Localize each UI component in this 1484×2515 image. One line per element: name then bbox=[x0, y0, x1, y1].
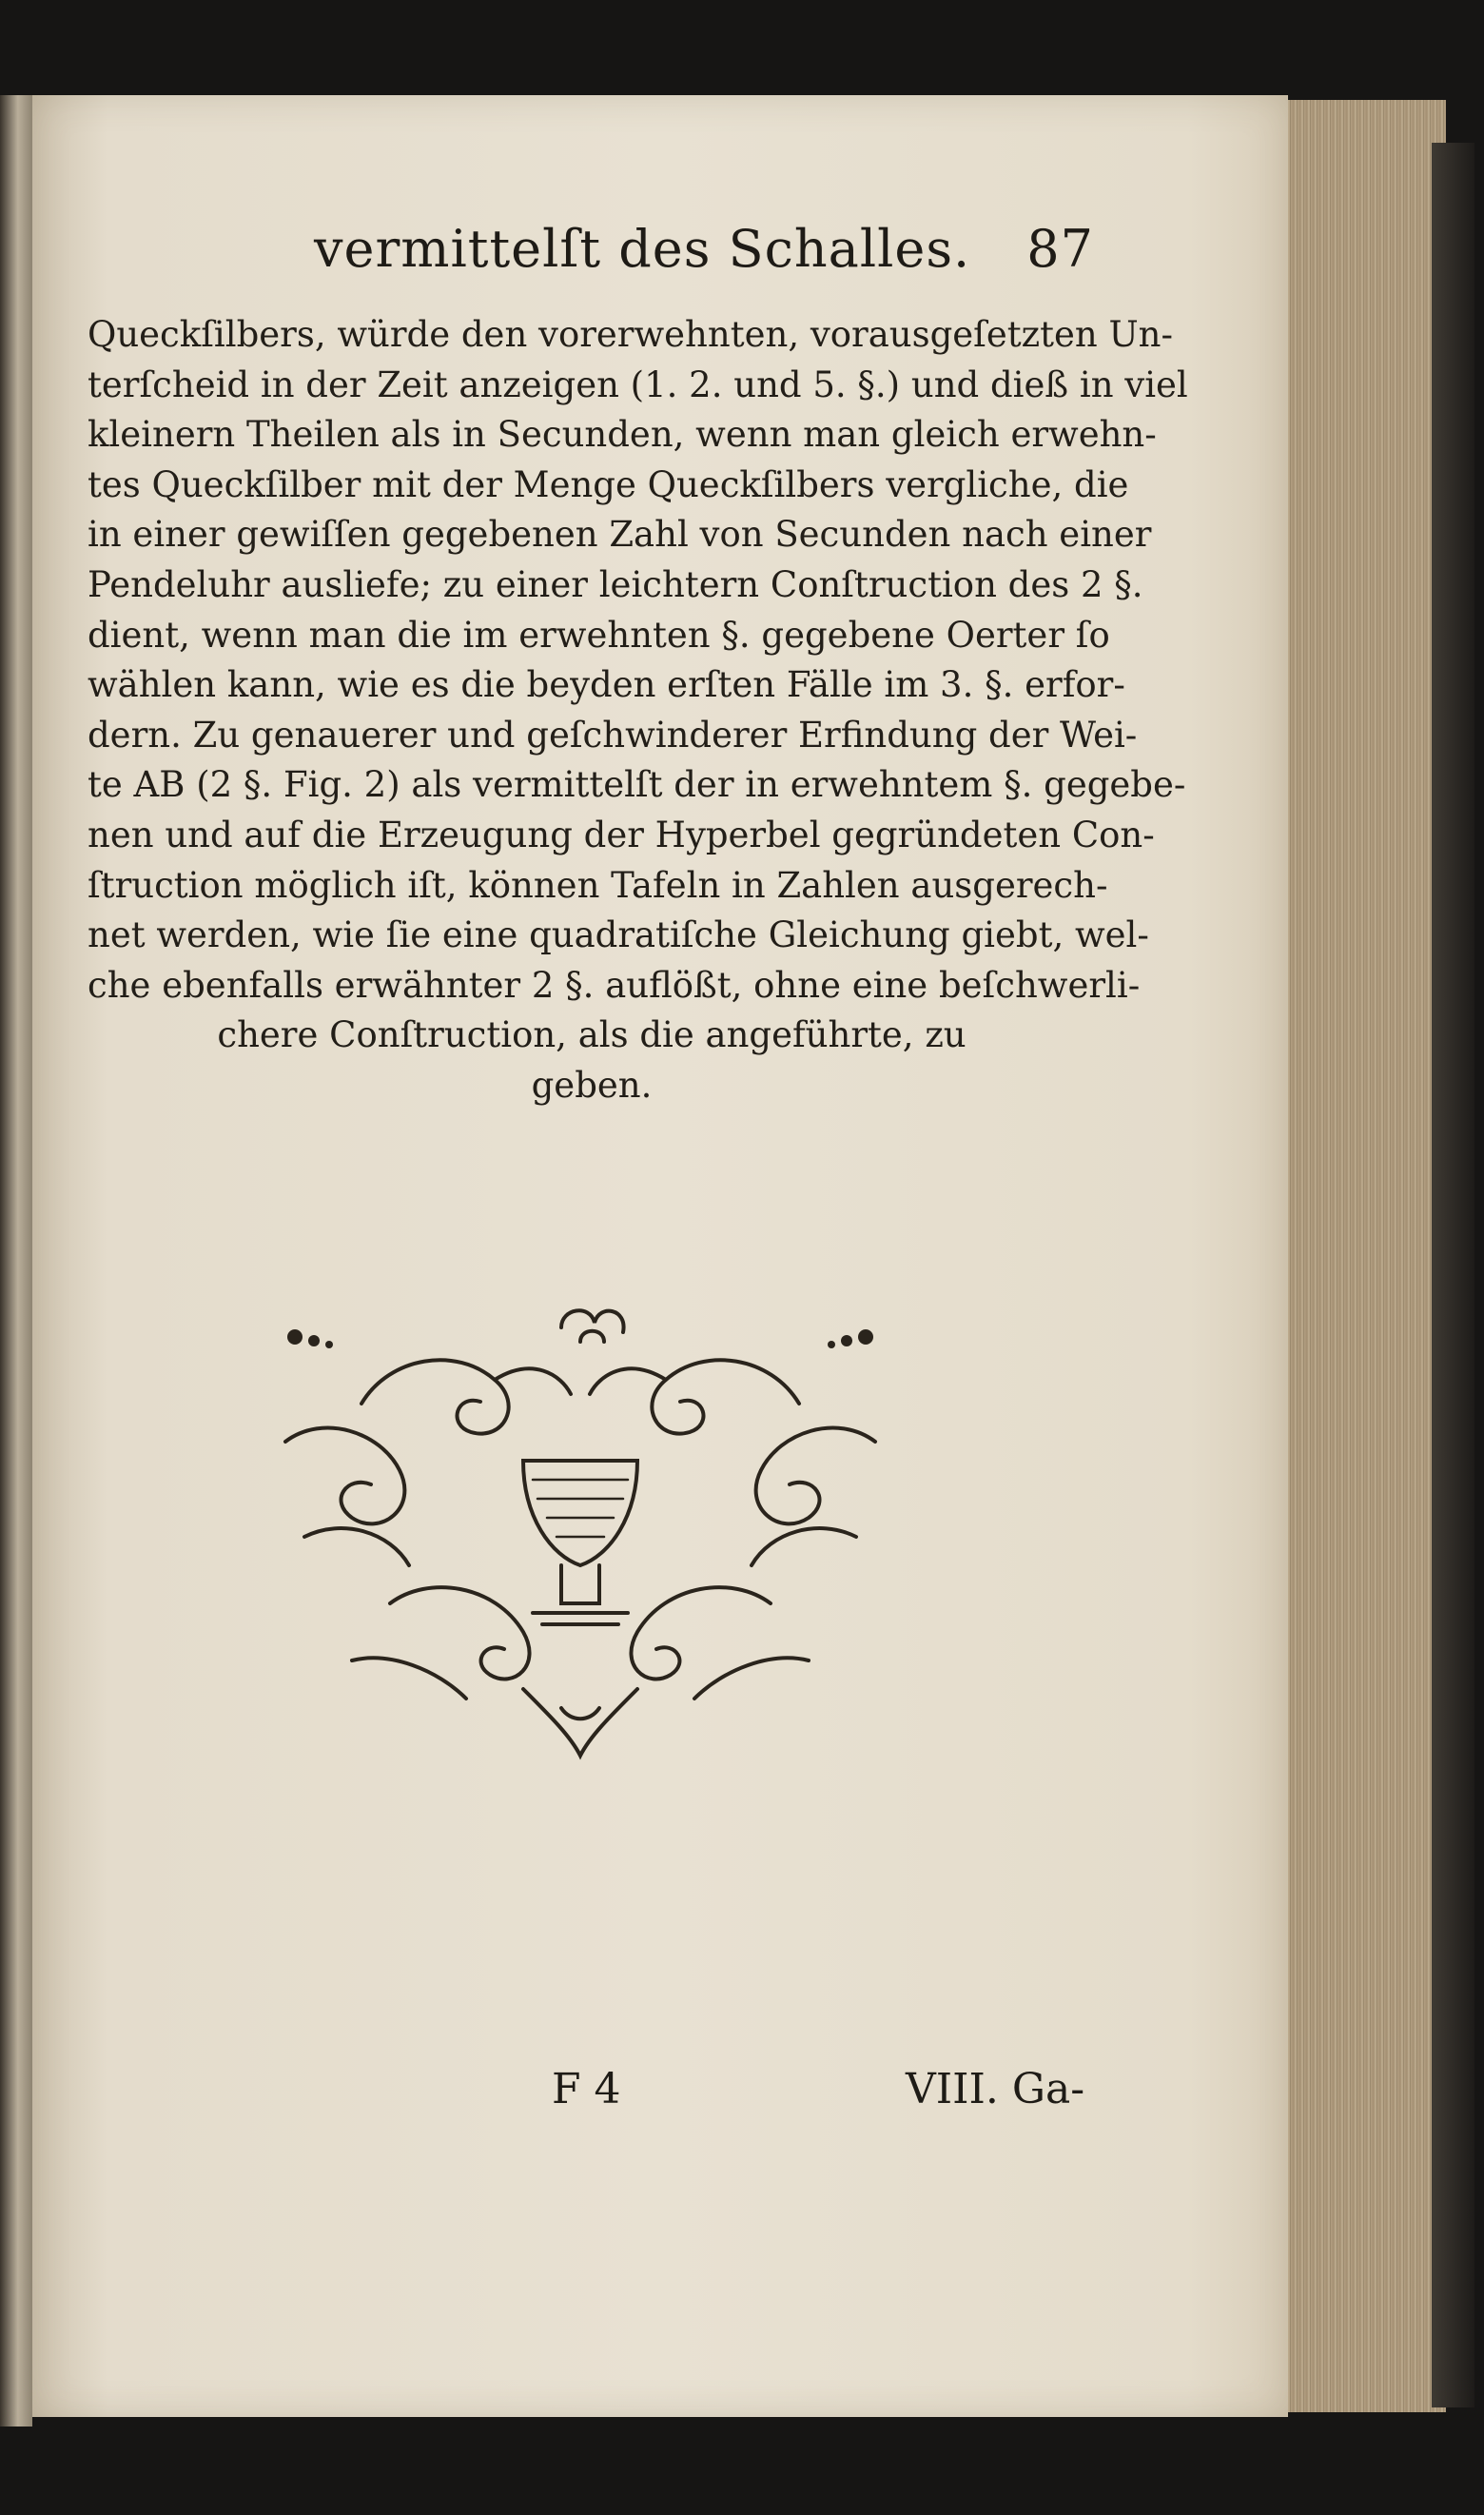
book-cover-edge bbox=[1432, 143, 1474, 2407]
text-line: Queckſilbers, würde den vorerwehnten, vorausgeſetzten Un- bbox=[88, 314, 1173, 355]
text-line: che ebenfalls erwähnter 2 §. auflößt, ohne eine beſchwerli- bbox=[88, 964, 1141, 1006]
text-line: terſcheid in der Zeit anzeigen (1. 2. und 5. §.) und dieß in viel bbox=[88, 363, 1188, 405]
text-line: Pendeluhr ausliefe; zu einer leichtern Conſtruction des 2 §. bbox=[88, 563, 1143, 605]
page-block-edge bbox=[1284, 100, 1446, 2412]
left-page-edge bbox=[0, 95, 32, 2427]
body-paragraph bbox=[88, 310, 1188, 1111]
running-head bbox=[314, 219, 1094, 295]
text-line: te AB (2 §. Fig. 2) als vermittelſt der in erwehntem §. gegebe- bbox=[88, 764, 1186, 806]
text-line: nen und auf die Erzeugung der Hyperbel gegründeten Con- bbox=[88, 814, 1155, 855]
signature-mark: F 4 bbox=[552, 2065, 621, 2113]
text-line: ſtruction möglich iſt, können Tafeln in Zahlen ausgerech- bbox=[88, 864, 1108, 906]
text-line: kleinern Theilen als in Secunden, wenn man gleich erwehn- bbox=[88, 414, 1157, 456]
text-line: dern. Zu genauerer und geſchwinderer Erfindung der Wei- bbox=[88, 714, 1138, 756]
text-line: net werden, wie ſie eine quadratiſche Gleichung giebt, wel- bbox=[88, 914, 1149, 956]
text-line: chere Conſtruction, als die angeführte, zu bbox=[217, 1014, 967, 1056]
vignette-ornament bbox=[276, 1289, 885, 1765]
text-line: geben. bbox=[531, 1064, 653, 1106]
running-head-title: vermittelſt des Schalles. bbox=[314, 219, 971, 279]
catchword: VIII. Ga- bbox=[906, 2065, 1085, 2113]
text-line: dient, wenn man die im erwehnten §. gegebene Oerter ſo bbox=[88, 614, 1110, 656]
text-line: in einer gewiſſen gegebenen Zahl von Secunden nach einer bbox=[88, 514, 1152, 556]
text-line: tes Queckſilber mit der Menge Queckſilbers vergliche, die bbox=[88, 463, 1129, 505]
text-line: wählen kann, wie es die beyden erſten Fälle im 3. §. erfor- bbox=[88, 664, 1125, 706]
page-number: 87 bbox=[1026, 219, 1094, 279]
